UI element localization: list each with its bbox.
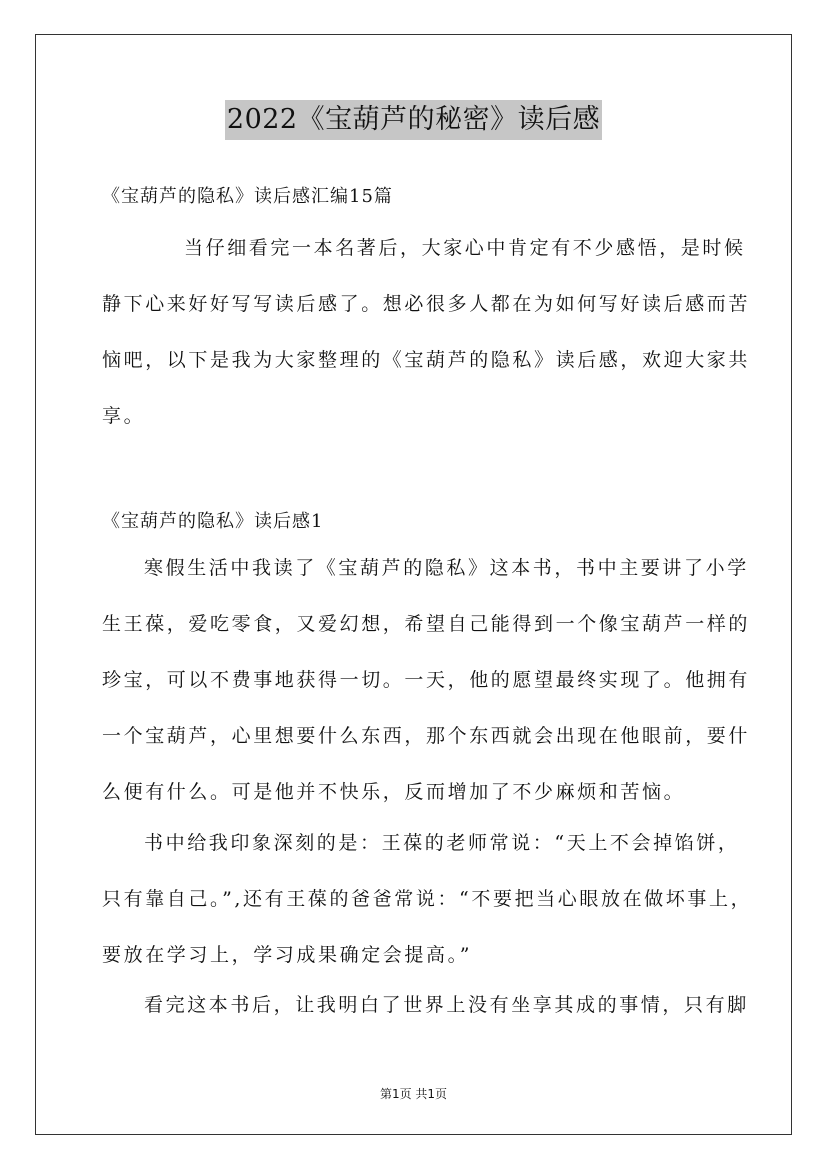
- para-line: 只有靠自己。”,还有王葆的爸爸常说：“不要把当心眼放在做坏事上，: [102, 888, 753, 910]
- para-line: 看完这本书后，让我明白了世界上没有坐享其成的事情，只有脚: [144, 994, 749, 1016]
- para-line: 一个宝葫芦，心里想要什么东西，那个东西就会出现在他眼前，要什: [102, 725, 751, 747]
- para-line: 生王葆，爱吃零食，又爱幻想，希望自己能得到一个像宝葫芦一样的: [102, 613, 751, 635]
- para-line: 要放在学习上，学习成果确定会提高。”: [102, 944, 473, 966]
- intro-line: 当仔细看完一本名著后，大家心中肯定有不少感悟，是时候: [184, 237, 746, 259]
- intro-line: 享。: [102, 405, 146, 427]
- para-line: 书中给我印象深刻的是：王葆的老师常说：“天上不会掉馅饼，: [144, 832, 740, 854]
- paragraph-1: [102, 540, 751, 820]
- subtitle: 《宝葫芦的隐私》读后感汇编15篇: [102, 186, 393, 207]
- title-container: [0, 100, 827, 140]
- intro-paragraph: [102, 220, 751, 444]
- intro-line: 恼吧，以下是我为大家整理的《宝葫芦的隐私》读后感，欢迎大家共: [102, 349, 751, 371]
- document-title: 2022《宝葫芦的秘密》读后感: [225, 100, 602, 140]
- paragraph-2: [102, 815, 753, 983]
- para-line: 寒假生活中我读了《宝葫芦的隐私》这本书，书中主要讲了小学: [144, 557, 749, 579]
- section-heading: 《宝葫芦的隐私》读后感1: [102, 511, 324, 532]
- page-footer: 第1页 共1页: [379, 1087, 448, 1101]
- para-line: 珍宝，可以不费事地获得一切。一天，他的愿望最终实现了。他拥有: [102, 669, 751, 691]
- intro-line: 静下心来好好写写读后感了。想必很多人都在为如何写好读后感而苦: [102, 293, 751, 315]
- para-line: 么便有什么。可是他并不快乐，反而增加了不少麻烦和苦恼。: [102, 781, 686, 803]
- paragraph-3: [102, 977, 749, 1033]
